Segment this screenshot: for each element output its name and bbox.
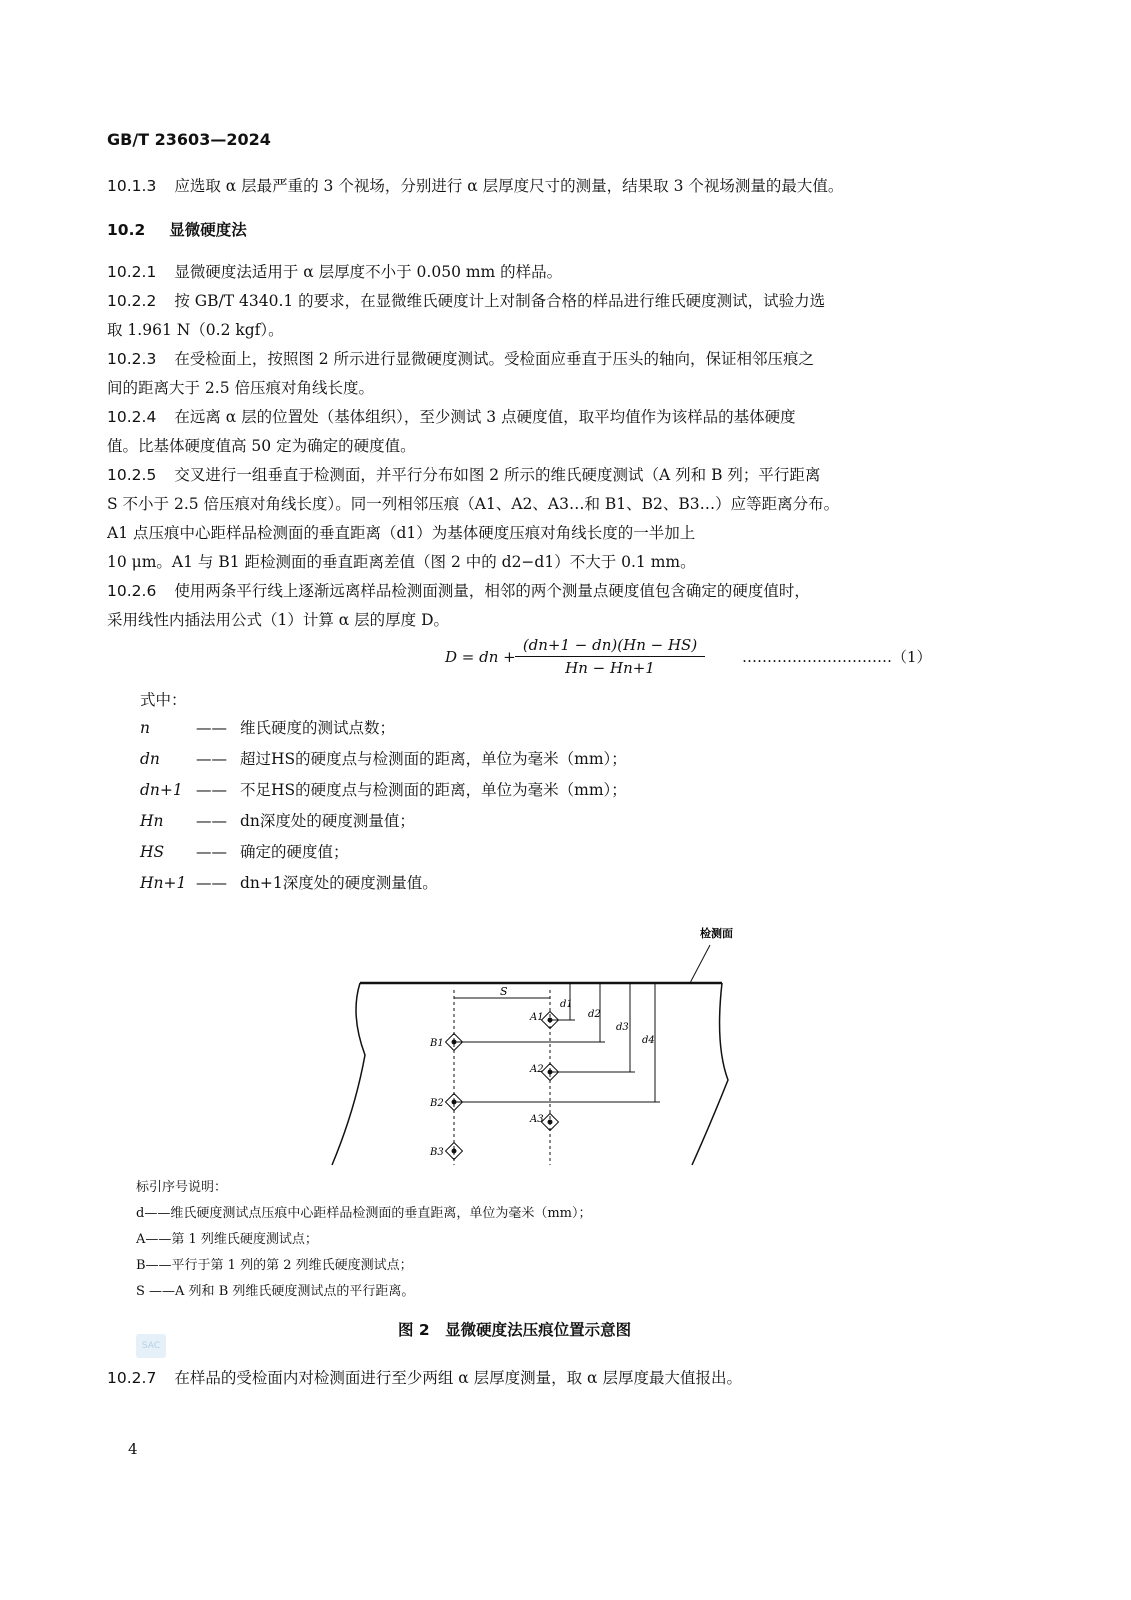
clause-10-2-2 — [107, 287, 987, 345]
legend-symbol: Hn — [140, 812, 164, 830]
clause-number: 10.2.7 — [107, 1369, 157, 1387]
clause-10-2-7 — [107, 1364, 987, 1393]
clause-text-cont: 10 μm。A1 与 B1 距检测面的垂直距离差值（图 2 中的 d2−d1）不大于 0.1 mm。 — [107, 553, 696, 571]
label-b1: B1 — [430, 1038, 444, 1049]
legend-row — [140, 747, 627, 769]
clause-text-cont: 间的距离大于 2.5 倍压痕对角线长度。 — [107, 379, 375, 397]
d4-label: d4 — [642, 1035, 655, 1046]
formula-numerator: (dn+1 − dn)(Hn − HS) — [522, 636, 698, 654]
clause-text-cont: 采用线性内插法用公式（1）计算 α 层的厚度 D。 — [107, 611, 450, 629]
label-a1: A1 — [530, 1012, 544, 1023]
d1-label: d1 — [560, 999, 573, 1010]
clause-10-2-3 — [107, 345, 987, 403]
sample-right-edge — [692, 983, 728, 1165]
clause-number: 10.2.2 — [107, 292, 157, 310]
sac-watermark: SAC — [136, 1334, 166, 1358]
clause-number: 10.2.1 — [107, 263, 157, 281]
label-b3: B3 — [430, 1147, 444, 1158]
clause-number: 10.1.3 — [107, 177, 157, 195]
legend-dash: —— — [196, 874, 227, 892]
surface-label: 检测面 — [700, 928, 733, 940]
clause-text: 显微硬度法适用于 α 层厚度不小于 0.050 mm 的样品。 — [174, 263, 563, 281]
legend-symbol: HS — [140, 843, 165, 861]
legend-row — [140, 871, 438, 893]
legend-row — [140, 778, 627, 800]
fraction-bar — [515, 656, 705, 657]
section-heading-10-2 — [107, 218, 247, 240]
legend-row — [140, 716, 395, 738]
legend-symbol: dn — [140, 750, 160, 768]
d3-label: d3 — [616, 1022, 629, 1033]
legend-dash: —— — [196, 781, 227, 799]
legend-symbol: dn+1 — [140, 781, 183, 799]
clause-text-cont: 取 1.961 N（0.2 kgf）。 — [107, 321, 284, 339]
figure-caption: 图 2 显微硬度法压痕位置示意图 — [398, 1321, 632, 1339]
standard-code: GB/T 23603—2024 — [107, 130, 271, 149]
clause-10-1-3 — [107, 172, 987, 201]
figure-key-title: 标引序号说明： — [136, 1180, 228, 1195]
clause-number: 10.2.5 — [107, 466, 157, 484]
s-label: S — [500, 985, 508, 998]
clause-10-2-6 — [107, 577, 987, 635]
figure-key-d: d——维氏硬度测试点压痕中心距样品检测面的垂直距离，单位为毫米（mm）； — [136, 1206, 592, 1221]
surface-leader-line — [690, 945, 710, 983]
legend-desc: dn深度处的硬度测量值； — [240, 812, 415, 830]
clause-number: 10.2.4 — [107, 408, 157, 426]
clause-number: 10.2.6 — [107, 582, 157, 600]
sample-left-edge — [332, 983, 365, 1165]
label-a2: A2 — [530, 1064, 544, 1075]
legend-title: 式中： — [140, 691, 187, 709]
clause-text-cont: S 不小于 2.5 倍压痕对角线长度）。同一列相邻压痕（A1、A2、A3…和 B1、B2、B3…）应等距离分布。 — [107, 495, 840, 513]
clause-10-2-5 — [107, 461, 987, 577]
label-b2: B2 — [430, 1098, 444, 1109]
legend-dash: —— — [196, 750, 227, 768]
legend-desc: 维氏硬度的测试点数； — [240, 719, 396, 737]
figure-key-s: S ——A 列和 B 列维氏硬度测试点的平行距离。 — [136, 1284, 415, 1299]
thickness-formula — [445, 636, 745, 686]
legend-dash: —— — [196, 719, 227, 737]
indentation-diagram — [320, 925, 750, 1180]
formula-number: …………………………（1） — [742, 648, 932, 666]
clause-text: 使用两条平行线上逐渐远离样品检测面测量，相邻的两个测量点硬度值包含确定的硬度值时， — [174, 582, 810, 600]
clause-text: 在远离 α 层的位置处（基体组织），至少测试 3 点硬度值，取平均值作为该样品的基体硬度 — [174, 408, 796, 426]
section-number: 10.2 — [107, 221, 146, 239]
clause-text: 在样品的受检面内对检测面进行至少两组 α 层厚度测量，取 α 层厚度最大值报出。 — [174, 1369, 742, 1387]
legend-dash: —— — [196, 812, 227, 830]
formula-fraction — [515, 636, 705, 677]
formula-denominator: Hn − Hn+1 — [565, 659, 655, 677]
figure-key-a: A——第 1 列维氏硬度测试点； — [136, 1232, 318, 1247]
page-number: 4 — [128, 1440, 138, 1458]
clause-number: 10.2.3 — [107, 350, 157, 368]
section-title: 显微硬度法 — [169, 221, 247, 239]
legend-desc: 确定的硬度值； — [240, 843, 349, 861]
clause-text: 按 GB/T 4340.1 的要求，在显微维氏硬度计上对制备合格的样品进行维氏硬度测试，试验力选 — [174, 292, 826, 310]
figure-key-b: B——平行于第 1 列的第 2 列维氏硬度测试点； — [136, 1258, 413, 1273]
clause-text: 应选取 α 层最严重的 3 个视场，分别进行 α 层厚度尺寸的测量，结果取 3 个视场测量的最大值。 — [174, 177, 844, 195]
clause-text-cont: 值。比基体硬度值高 50 定为确定的硬度值。 — [107, 437, 416, 455]
clause-text-cont: A1 点压痕中心距样品检测面的垂直距离（d1）为基体硬度压痕对角线长度的一半加上 — [107, 524, 696, 542]
indent-b3 — [446, 1143, 463, 1160]
legend-symbol: n — [140, 719, 150, 737]
clause-10-2-1 — [107, 258, 987, 287]
legend-row — [140, 809, 415, 831]
label-a3: A3 — [530, 1114, 544, 1125]
legend-desc: dn+1深度处的硬度测量值。 — [240, 874, 438, 892]
clause-text: 在受检面上，按照图 2 所示进行显微硬度测试。受检面应垂直于压头的轴向，保证相邻压痕之 — [174, 350, 815, 368]
legend-dash: —— — [196, 843, 227, 861]
clause-10-2-4 — [107, 403, 987, 461]
legend-desc: 不足HS的硬度点与检测面的距离，单位为毫米（mm）； — [240, 781, 627, 799]
d2-label: d2 — [588, 1009, 601, 1020]
legend-desc: 超过HS的硬度点与检测面的距离，单位为毫米（mm）； — [240, 750, 627, 768]
legend-row — [140, 840, 349, 862]
legend-symbol: Hn+1 — [140, 874, 187, 892]
clause-text: 交叉进行一组垂直于检测面，并平行分布如图 2 所示的维氏硬度测试（A 列和 B 列；平行距离 — [174, 466, 821, 484]
formula-lhs: D = dn + — [445, 648, 516, 666]
